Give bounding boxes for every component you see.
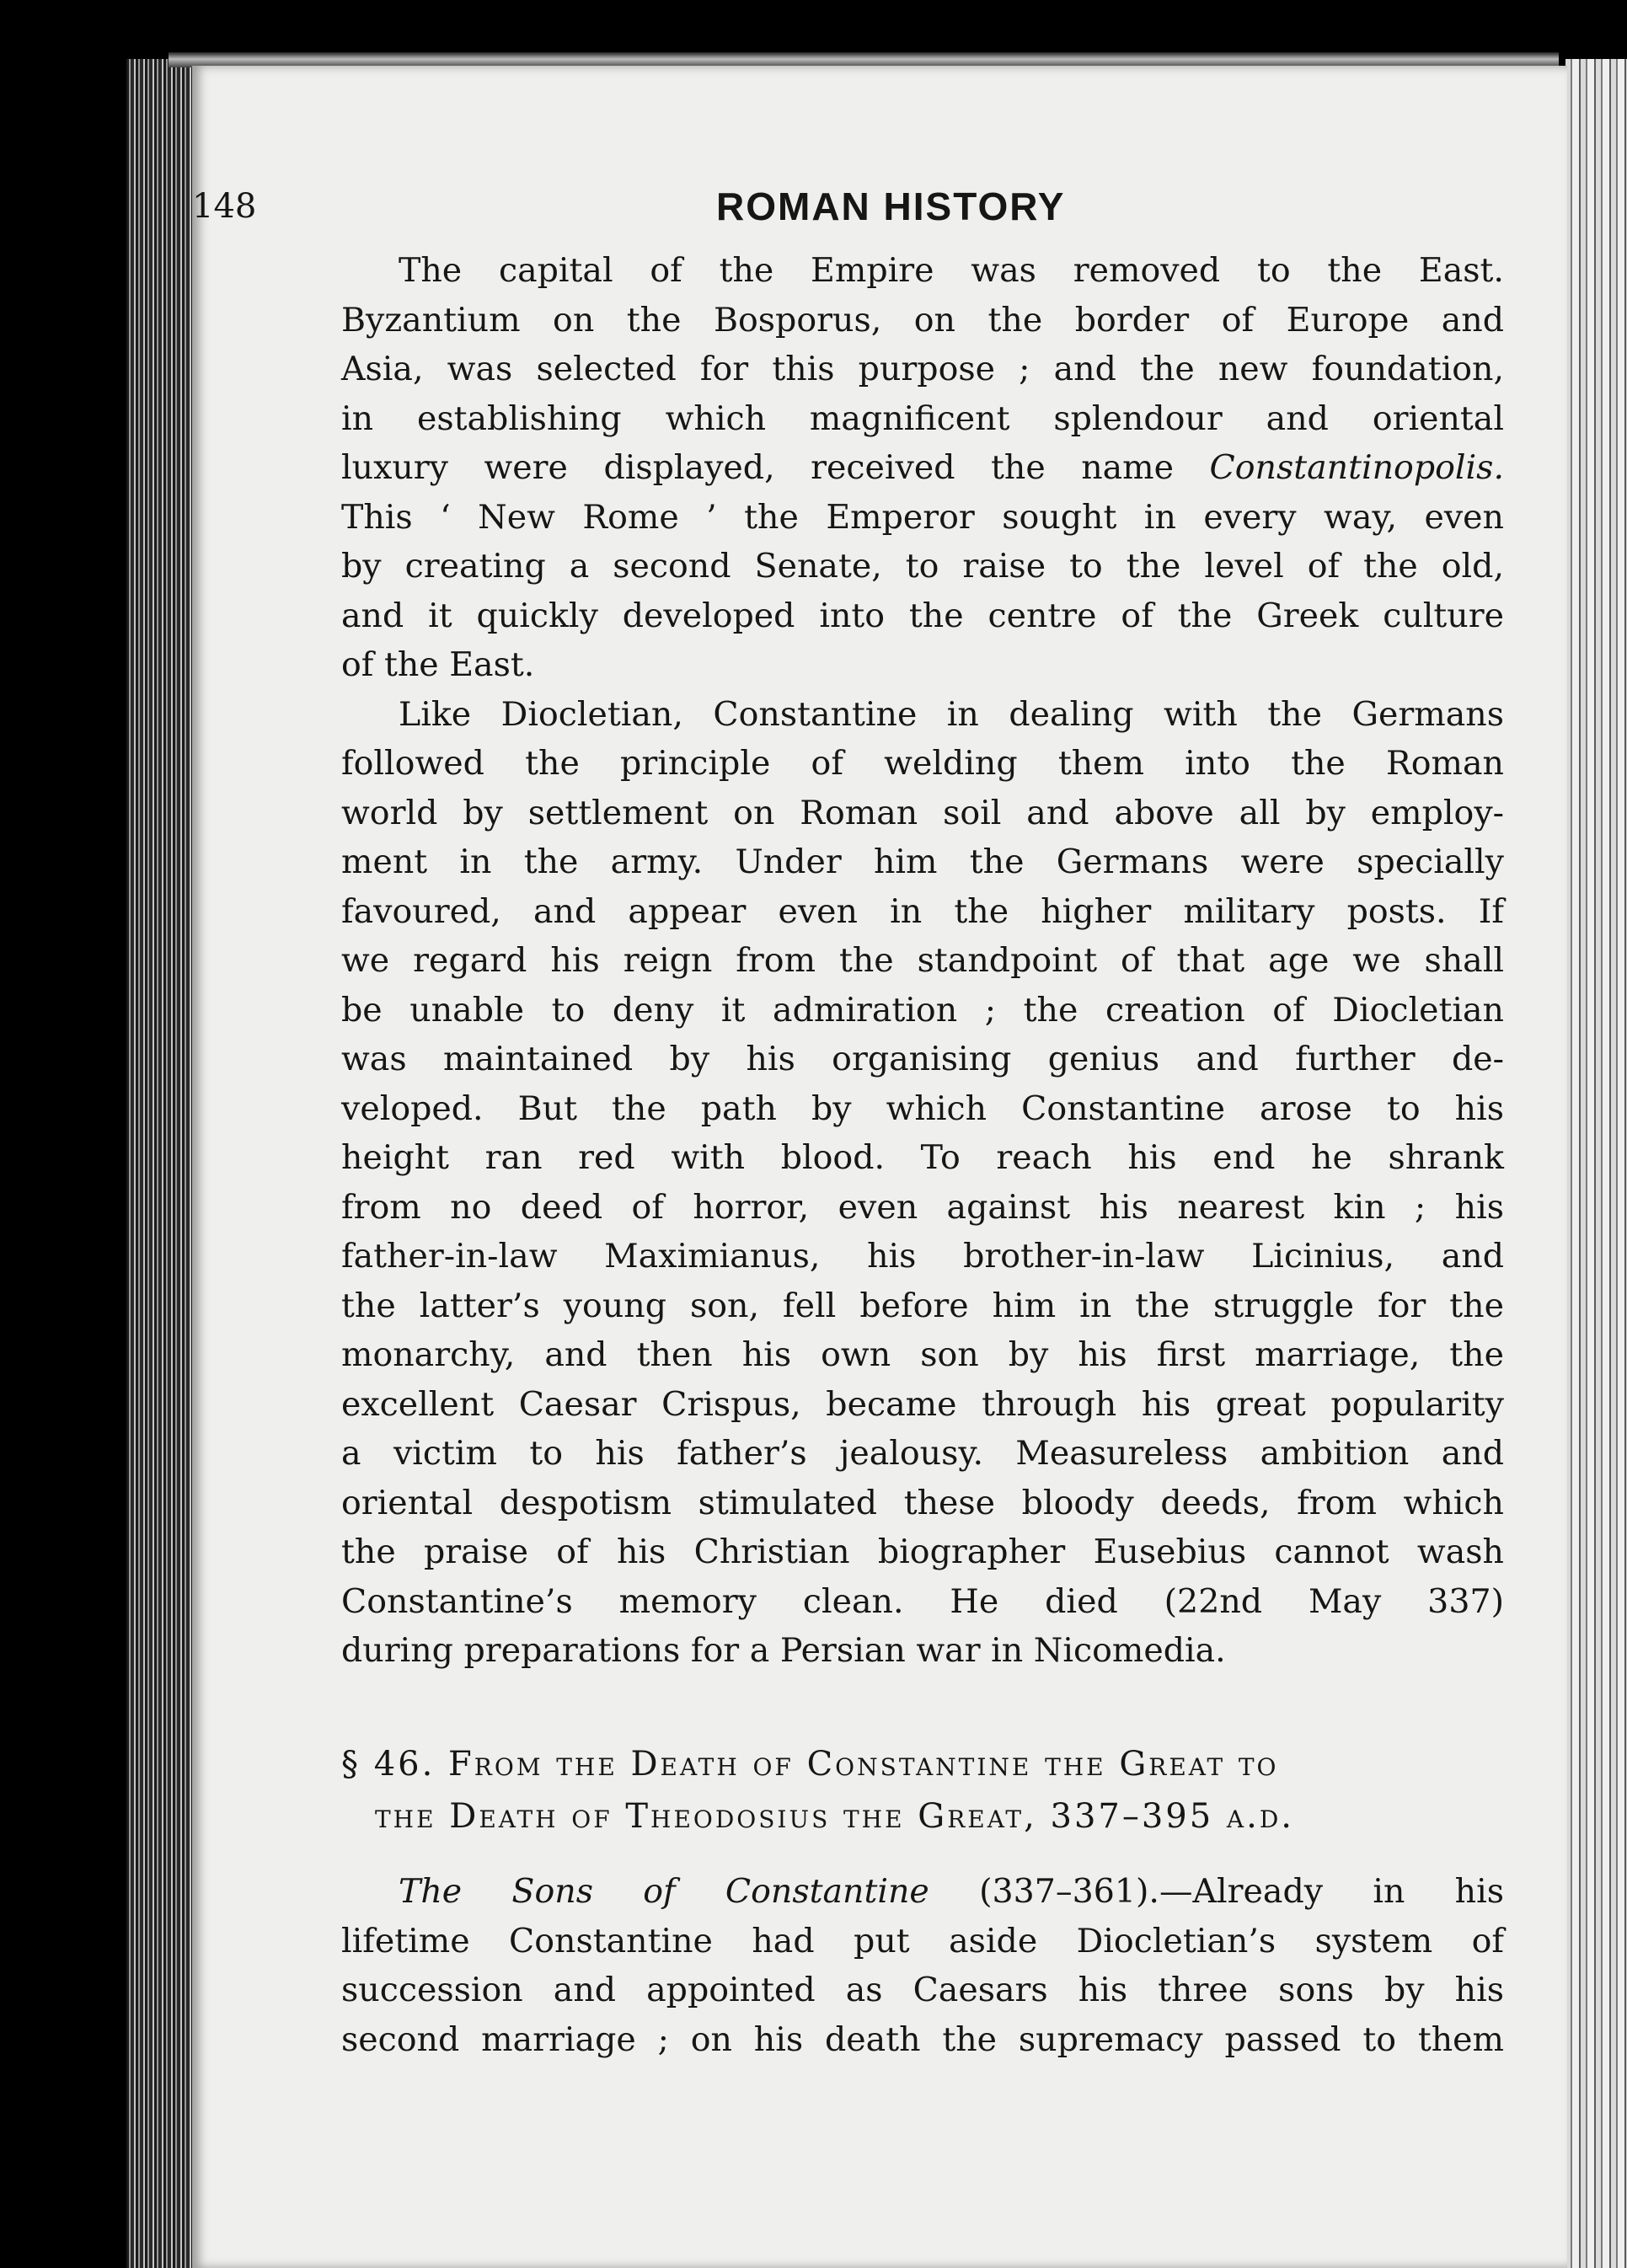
text-line: father-in-law Maximianus, his brother-in-law Licinius, and [341,1237,1504,1276]
text-line: world by settlement on Roman soil and above all by employ- [341,793,1504,832]
body-text [341,246,1504,1676]
text-line: second marriage ; on his death the supremacy passed to them [341,2019,1504,2059]
paragraph-2 [341,690,1504,1676]
text-line-with-italic [341,443,1504,493]
subsection-text [341,1867,1504,2064]
page-edges-right [1565,59,1627,2268]
text-line: the latter’s young son, fell before him in the struggle for the [341,1286,1504,1325]
text-line: Byzantium on the Bosporus, on the border of Europe and [341,300,1504,340]
text-line: by creating a second Senate, to raise to the level of the old, [341,547,1504,586]
italic-term: Constantinopolis. [1209,448,1504,487]
text-line: we regard his reign from the standpoint of that age we shall [341,941,1504,980]
text-line: in establishing which magnificent splendour and oriental [341,399,1504,438]
text-line: Constantine’s memory clean. He died (22nd May 337) [341,1581,1504,1621]
text-line: favoured, and appear even in the higher military posts. If [341,891,1504,931]
text-line: the praise of his Christian biographer Eusebius cannot wash [341,1533,1504,1571]
paragraph-1 [341,246,1504,690]
text-line: excellent Caesar Crispus, became through his great popularity [341,1384,1504,1424]
text-line: height ran red with blood. To reach his end he shrank [341,1138,1504,1177]
section-heading-line-1: § 46. From the Death of Constantine the Great to [341,1745,1279,1784]
text-line: veloped. But the path by which Constantine arose to his [341,1089,1504,1128]
text-line: The capital of the Empire was removed to the East. [399,251,1504,290]
text-line: ment in the army. Under him the Germans were specially [341,842,1504,881]
section-heading [341,1738,1504,1843]
page-edges-left [126,59,194,2268]
section-heading-line-2: the Death of Theodosius the Great, 337–395 a.d. [375,1797,1295,1836]
text-fragment: (337–361).—Already in his [929,1872,1504,1911]
text-line: was maintained by his organising genius and further de- [341,1040,1504,1078]
text-line: of the East. [341,645,535,684]
text-line: This ‘ New Rome ’ the Emperor sought in every way, even [341,497,1504,537]
subsection-first-line [341,1867,1504,1917]
text-line: Like Diocletian, Constantine in dealing with the Germans [399,694,1504,734]
text-line: followed the principle of welding them into the Roman [341,744,1504,783]
text-line: a victim to his father’s jealousy. Measureless ambition and [341,1434,1504,1473]
text-line: Asia, was selected for this purpose ; and the new foundation, [341,350,1504,388]
subsection-italic-title: The Sons of Constantine [399,1872,929,1911]
text-line: oriental despotism stimulated these bloody deeds, from which [341,1483,1504,1522]
text-line: lifetime Constantine had put aside Diocletian’s system of [341,1921,1504,1960]
page-number: 148 [192,187,257,226]
text-line: during preparations for a Persian war in Nicomedia. [341,1631,1226,1670]
running-title: ROMAN HISTORY [716,185,1066,228]
text-fragment: luxury were displayed, received the name [341,448,1175,487]
text-line: from no deed of horror, even against his nearest kin ; his [341,1187,1504,1227]
text-line: and it quickly developed into the centre of the Greek culture [341,596,1504,635]
text-line: be unable to deny it admiration ; the creation of Diocletian [341,990,1504,1030]
text-line: succession and appointed as Caesars his three sons by his [341,1971,1504,2009]
text-line: monarchy, and then his own son by his first marriage, the [341,1335,1504,1374]
